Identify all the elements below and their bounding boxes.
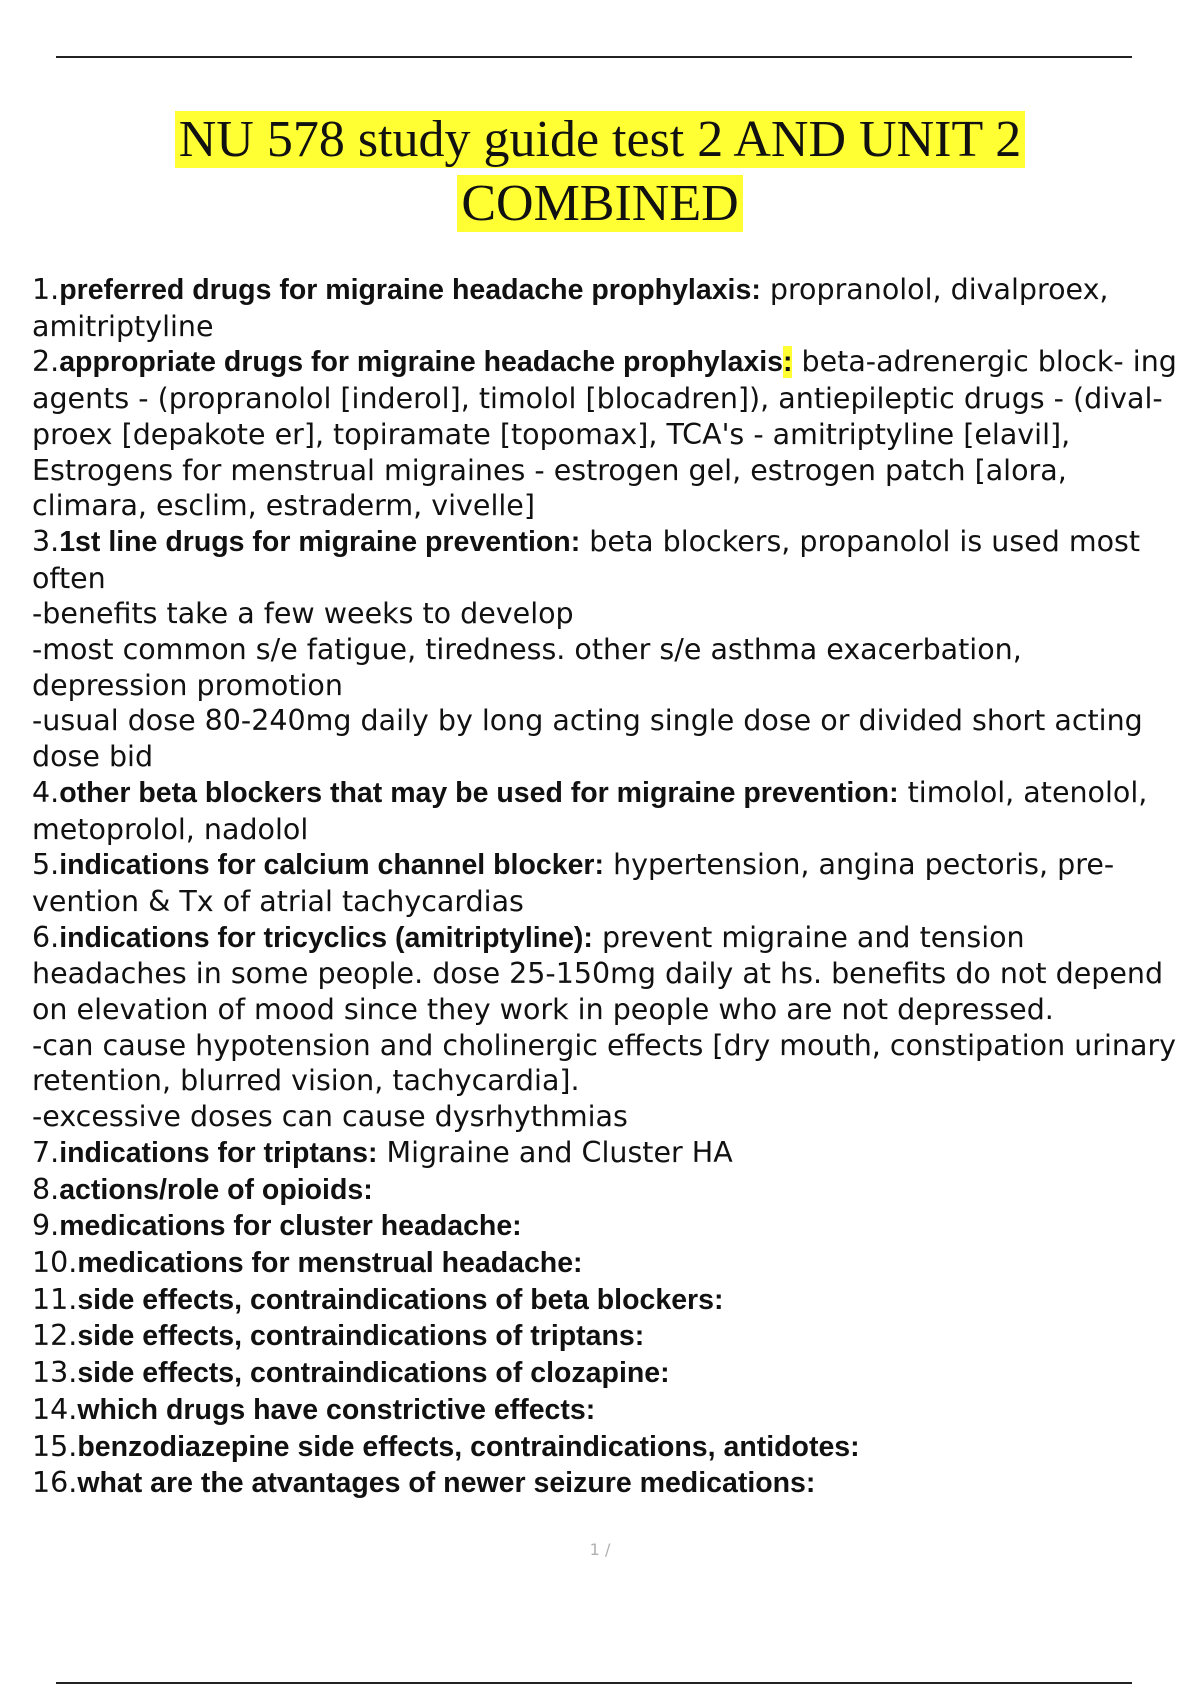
item-answer: prevent migraine and tension headaches in some people. dose 25-150mg daily at hs. benefits do not depend on elevation of mood since they work in people who are not depressed.	[32, 920, 1164, 1027]
item-number: 3.	[32, 524, 60, 558]
item-question: medications for cluster headache:	[59, 1210, 522, 1243]
item-answer: Migraine and Cluster HA	[377, 1135, 733, 1169]
item-number: 11.	[32, 1282, 78, 1316]
list-item	[32, 1429, 1182, 1466]
item-question: other beta blockers that may be used for migraine prevention:	[59, 776, 899, 809]
item-question: indications for tricyclics (amitriptyline):	[59, 921, 593, 954]
item-note: -usual dose 80-240mg daily by long acting single dose or divided short acting dose bid	[32, 704, 1143, 774]
item-answer: hypertension, angina pectoris, pre- vention & Tx of atrial tachycardias	[32, 848, 1115, 918]
item-answer: timolol, atenolol, metoprolol, nadolol	[32, 775, 1148, 846]
item-note: -benefits take a few weeks to develop	[32, 597, 574, 631]
list-item	[32, 1465, 1182, 1502]
list-item	[32, 847, 1182, 919]
item-number: 6.	[32, 920, 60, 954]
list-item	[32, 775, 1182, 847]
title-line-1: NU 578 study guide test 2 AND UNIT 2	[175, 111, 1026, 168]
item-question: side effects, contraindications of clozapine:	[77, 1357, 670, 1390]
item-number: 13.	[32, 1356, 78, 1390]
highlighted-colon: :	[782, 346, 793, 379]
item-question: appropriate drugs for migraine headache prophylaxis	[59, 346, 783, 379]
item-question: benzodiazepine side effects, contraindications, antidotes:	[77, 1430, 860, 1463]
item-question: which drugs have constrictive effects:	[77, 1393, 596, 1426]
item-number: 4.	[32, 775, 60, 809]
list-item	[32, 1392, 1182, 1429]
item-number: 12.	[32, 1319, 78, 1353]
item-number: 9.	[32, 1209, 60, 1243]
item-question: preferred drugs for migraine headache prophylaxis:	[59, 274, 761, 306]
list-item	[32, 344, 1182, 524]
bottom-rule	[56, 1682, 1132, 1684]
item-number: 10.	[32, 1245, 78, 1279]
item-number: 15.	[32, 1429, 78, 1463]
list-item	[32, 1245, 1182, 1282]
item-number: 8.	[32, 1172, 60, 1206]
item-note: -most common s/e fatigue, tiredness. other s/e asthma exacerbation, depression promotion	[32, 633, 1022, 702]
item-question: what are the atvantages of newer seizure medications:	[77, 1467, 816, 1500]
list-item	[32, 272, 1182, 344]
item-question: indications for triptans:	[59, 1136, 378, 1169]
item-question: actions/role of opioids:	[59, 1173, 373, 1206]
item-number: 1.	[32, 273, 60, 306]
item-question: 1st line drugs for migraine prevention:	[59, 525, 581, 558]
list-item	[32, 1172, 1182, 1209]
list-item	[32, 1318, 1182, 1355]
page-number: 1 /	[589, 1540, 611, 1559]
item-number: 16.	[32, 1466, 78, 1500]
item-number: 2.	[32, 345, 60, 379]
item-note: -can cause hypotension and cholinergic effects [dry mouth, constipation urinary retention, blurred vision, tachycardia].	[32, 1028, 1177, 1098]
document-title	[0, 108, 1200, 236]
study-guide-list	[32, 272, 1182, 1502]
list-item	[32, 1208, 1182, 1245]
item-number: 7.	[32, 1135, 60, 1169]
item-question: side effects, contraindications of triptans:	[77, 1320, 645, 1353]
item-number: 5.	[32, 848, 60, 882]
item-number: 14.	[32, 1392, 78, 1426]
item-question: medications for menstrual headache:	[77, 1246, 583, 1279]
item-answer: propranolol, divalproex, amitriptyline	[32, 273, 1109, 343]
title-line-2: COMBINED	[457, 175, 742, 232]
item-answer: beta-adrenergic block- ing agents - (propranolol [inderol], timolol [blocadren]), antiepileptic drugs - (dival- proex [depakote er], topiramate [topomax], TCA's - amitriptyline [elavil], Estrogens for menstrual migraines - estrogen gel, estrogen patch [alora, climara, esclim, estraderm, vivelle]	[32, 345, 1177, 523]
item-note: -excessive doses can cause dysrhythmias	[32, 1100, 628, 1134]
list-item	[32, 524, 1182, 596]
item-question: indications for calcium channel blocker:	[59, 849, 605, 882]
list-item	[32, 1135, 1182, 1172]
list-item	[32, 1355, 1182, 1392]
top-rule	[56, 56, 1132, 58]
item-answer: beta blockers, propanolol is used most often	[32, 524, 1141, 595]
list-item	[32, 920, 1182, 1028]
list-item	[32, 1282, 1182, 1319]
item-question: side effects, contraindications of beta blockers:	[77, 1283, 724, 1316]
